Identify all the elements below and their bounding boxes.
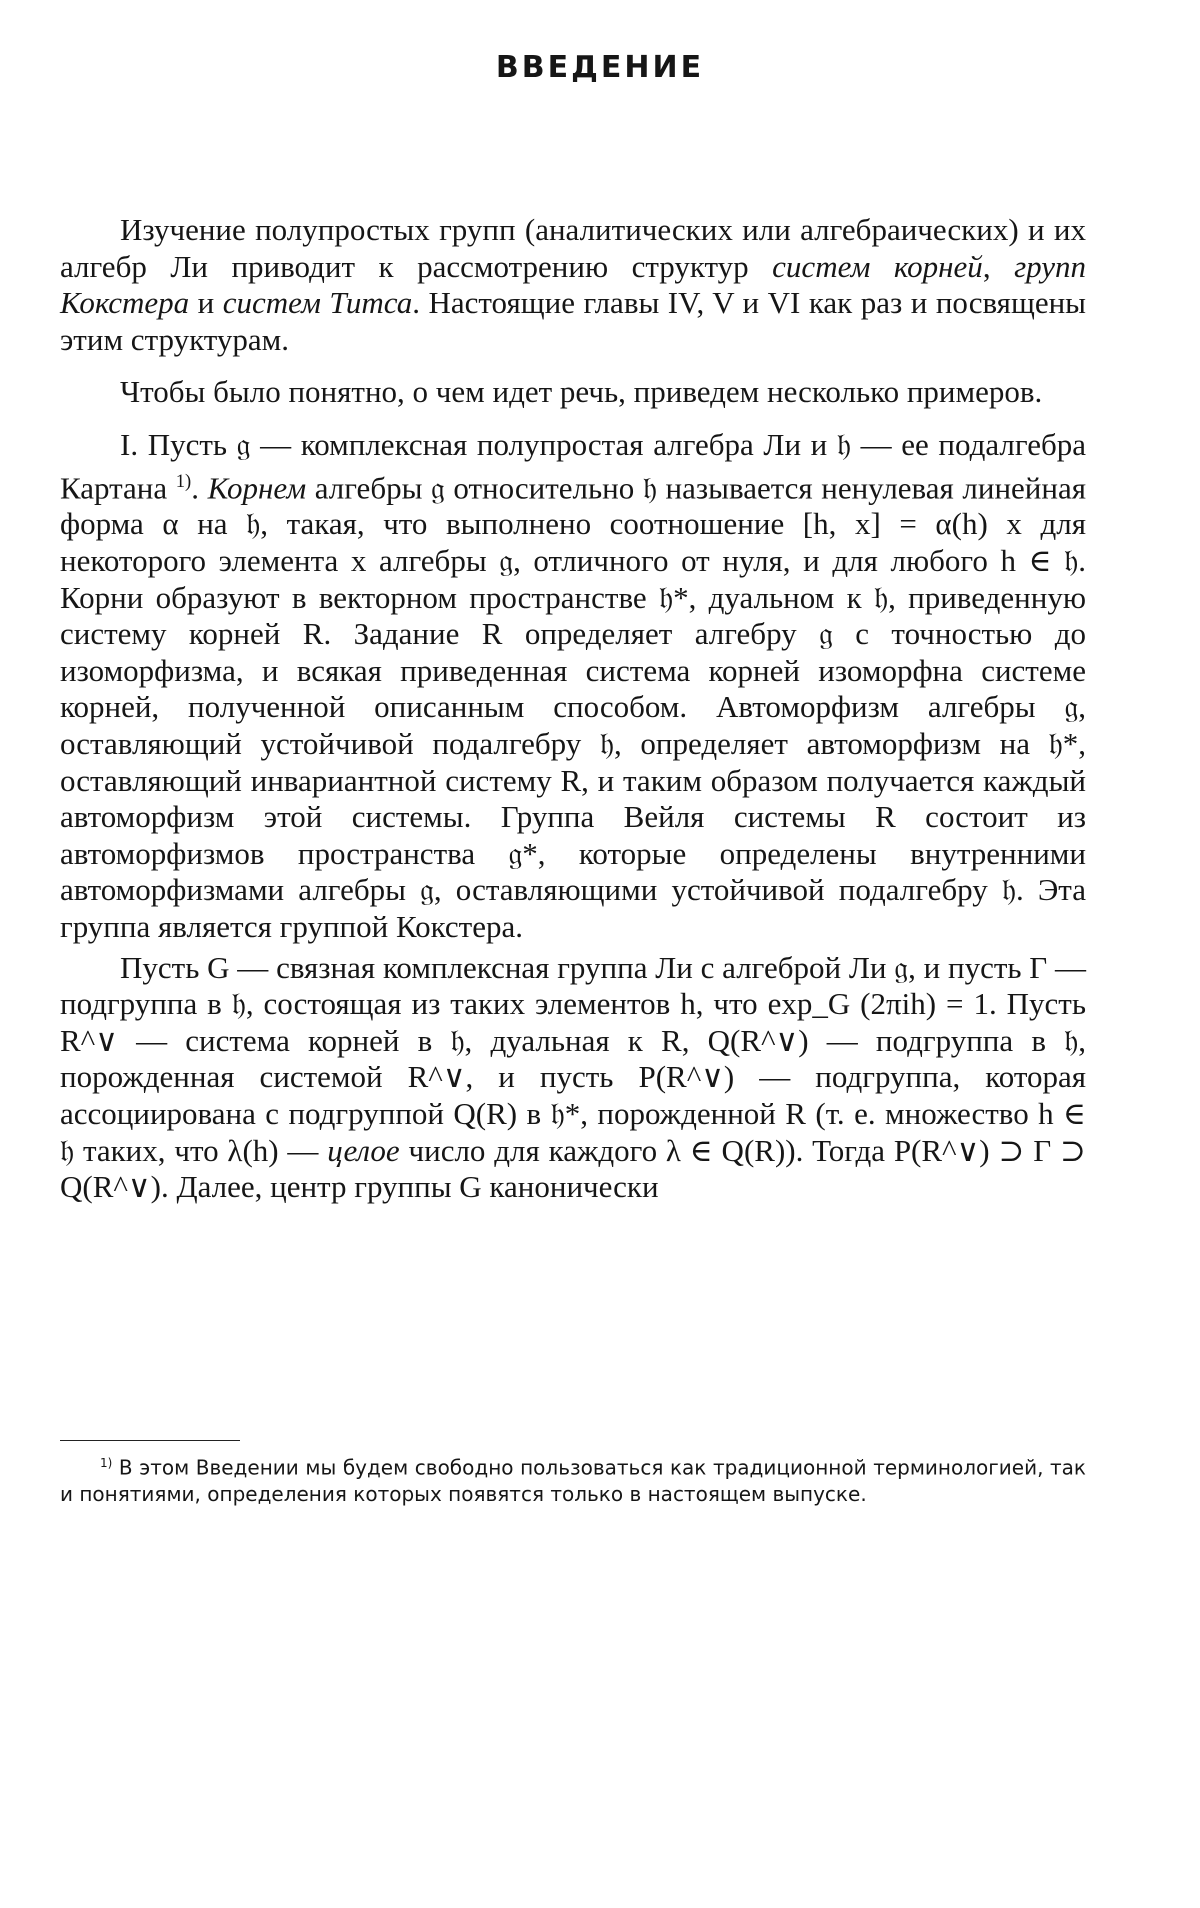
text-run: алгебры 𝔤 относительно 𝔥 называется ненулевая линейная форма α на 𝔥, такая, что выполнено соотношение [h, x] = α(h) x для некоторого элемента x алгебры 𝔤, отличного от нуля, и для любого h ∈ 𝔥. Корни образуют в векторном пространстве 𝔥*, дуальном к 𝔥, приведенную систему корней R. Задание R определяет алгебру 𝔤 с точностью до изоморфизма, и всякая приведенная система корней изоморфна системе корней, полученной описанным способом. Автоморфизм алгебры 𝔤, оставляющий устойчивой подалгебру 𝔥, определяет автоморфизм на 𝔥*, оставляющий инвариантной систему R, и таким образом получается каждый автоморфизм этой системы. Группа Вейля системы R состоит из автоморфизмов пространства 𝔤*, которые определены внутренними автоморфизмами алгебры 𝔤, оставляющими устойчивой подалгебру 𝔥. Эта группа является группой Кокстера. [60,469,1086,945]
footnote-divider [60,1440,240,1441]
italic-term: систем Титса [222,285,413,321]
italic-term: групп Кокстера [60,248,1087,321]
text-run: . [191,469,208,505]
paragraph-example-1 [60,427,1086,946]
footnote-mark: 1) [100,1456,113,1470]
main-text [60,212,1086,1206]
italic-term: Корнем [207,469,307,505]
paragraph-lie-group [60,950,1086,1206]
footnote-reference[interactable]: 1) [175,470,192,492]
footnote [60,1450,1086,1507]
text-run: I. Пусть 𝔤 — комплексная полупростая алгебра Ли и 𝔥 — ее подалгебра Картана [60,426,1086,505]
paragraph-examples: Чтобы было понятно, о чем идет речь, приведем несколько примеров. [120,374,1043,410]
text-run: , [982,248,1015,284]
text-run: . Настоящие главы IV, V и VI как раз и посвящены этим структурам. [60,285,1086,357]
text-run: число для каждого λ ∈ Q(R)). Тогда P(R^∨) ⊃ Γ ⊃ Q(R^∨). Далее, центр группы G канонически [60,1132,1086,1205]
text-run: и [189,285,223,321]
text-run: Изучение полупростых групп (аналитических или алгебраических) и их алгебр Ли приводит к рассмотрению структур [60,212,1086,284]
page-title: ВВЕДЕНИЕ [495,50,705,85]
italic-term: систем корней [772,248,983,284]
text-run: Пусть G — связная комплексная группа Ли с алгеброй Ли 𝔤, и пусть Γ — подгруппа в 𝔥, состоящая из таких элементов h, что exp_G (2πih) = 1. Пусть R^∨ — система корней в 𝔥, дуальная к R, Q(R^∨) — подгруппа в 𝔥, порожденная системой R^∨, и пусть P(R^∨) — подгруппа, которая ассоциирована с подгруппой Q(R) в 𝔥*, порожденной R (т. е. множество h ∈ 𝔥 таких, что λ(h) — [60,949,1086,1168]
paragraph-intro [60,212,1086,358]
footnote-text: В этом Введении мы будем свободно пользоваться как традиционной терминологией, так и понятиями, определения которых появятся только в настоящем выпуске. [60,1455,1086,1506]
italic-term: целое [327,1132,400,1168]
